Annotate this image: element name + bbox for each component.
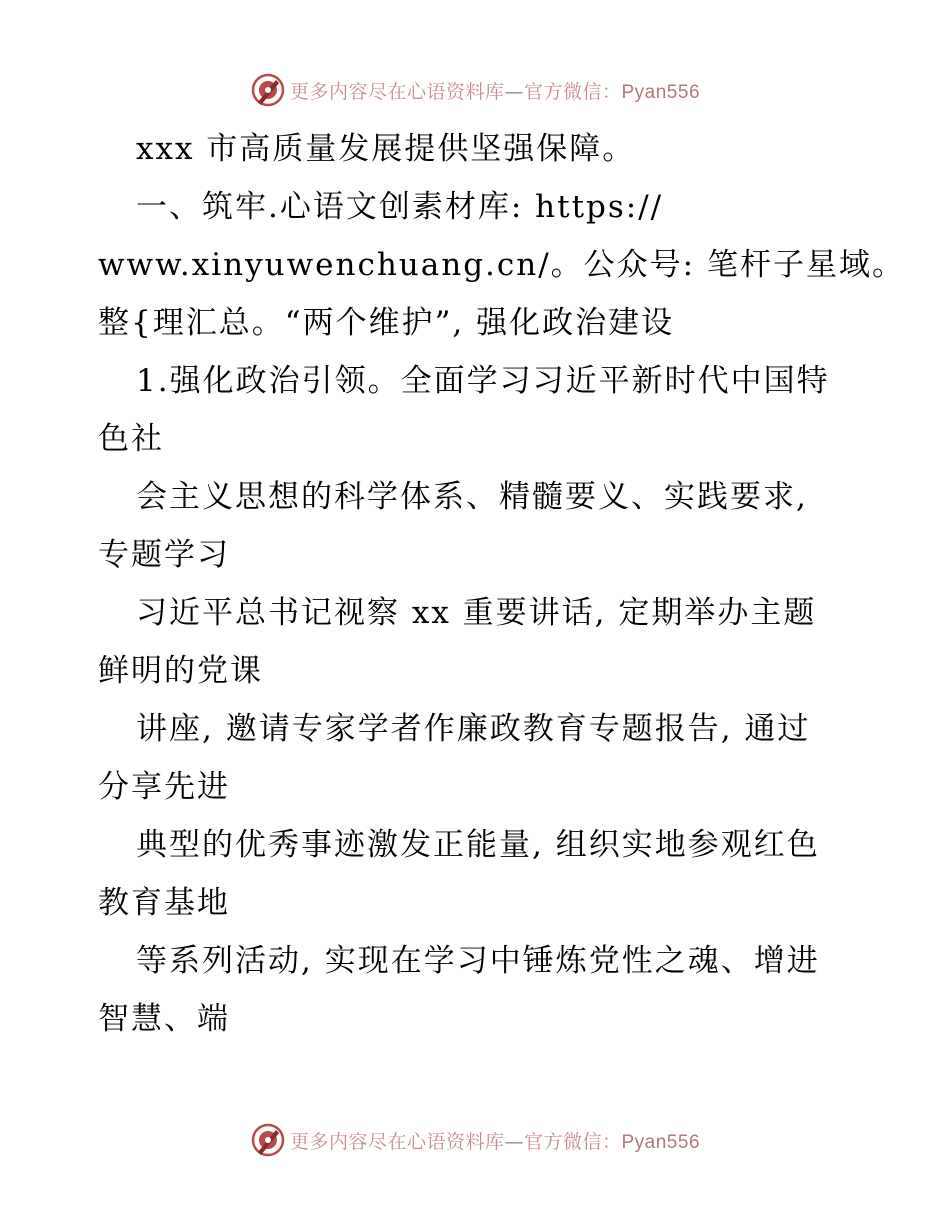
body-line: 智慧、端 [98,1001,230,1037]
body-line: 会主义思想的科学体系、精髓要义、实践要求, [136,479,808,515]
header-banner [0,70,950,110]
document-body [98,120,905,1048]
body-line: 1.强化政治引领。全面学习习近平新时代中国特 [136,363,830,399]
body-line: 色社 [98,421,164,457]
footer-banner-text [290,1127,700,1154]
body-line: 等系列活动, 实现在学习中锤炼党性之魂、增进 [136,943,820,979]
header-banner-wechat-id: Pyan556 [621,81,701,103]
header-banner-label: 官方微信： [523,80,622,103]
footer-banner-separator: — [504,1130,524,1153]
header-banner-text [290,77,700,104]
header-banner-separator: — [504,80,524,103]
body-line: 习近平总书记视察 xx 重要讲话, 定期举办主题 [136,595,817,631]
body-line: 专题学习 [98,537,230,573]
pen-seal-icon [250,1122,286,1158]
body-line: www.xinyuwenchuang.cn/。公众号: 笔杆子星域。 [98,247,905,283]
footer-banner [0,1120,950,1160]
header-banner-main: 更多内容尽在心语资料库 [289,80,505,103]
footer-banner-label: 官方微信： [523,1130,622,1153]
footer-banner-main: 更多内容尽在心语资料库 [289,1130,505,1153]
body-line: 一、筑牢.心语文创素材库: https:// [136,189,664,225]
body-line: 整{理汇总。“两个维护”, 强化政治建设 [98,305,675,341]
body-line: 分享先进 [98,769,230,805]
body-line: 典型的优秀事迹激发正能量, 组织实地参观红色 [136,827,820,863]
pen-seal-icon [250,72,286,108]
body-line: 鲜明的党课 [98,653,263,689]
body-line: 讲座, 邀请专家学者作廉政教育专题报告, 通过 [136,711,811,747]
body-line: xxx 市高质量发展提供坚强保障。 [136,131,636,167]
body-line: 教育基地 [98,885,230,921]
footer-banner-wechat-id: Pyan556 [621,1131,701,1153]
